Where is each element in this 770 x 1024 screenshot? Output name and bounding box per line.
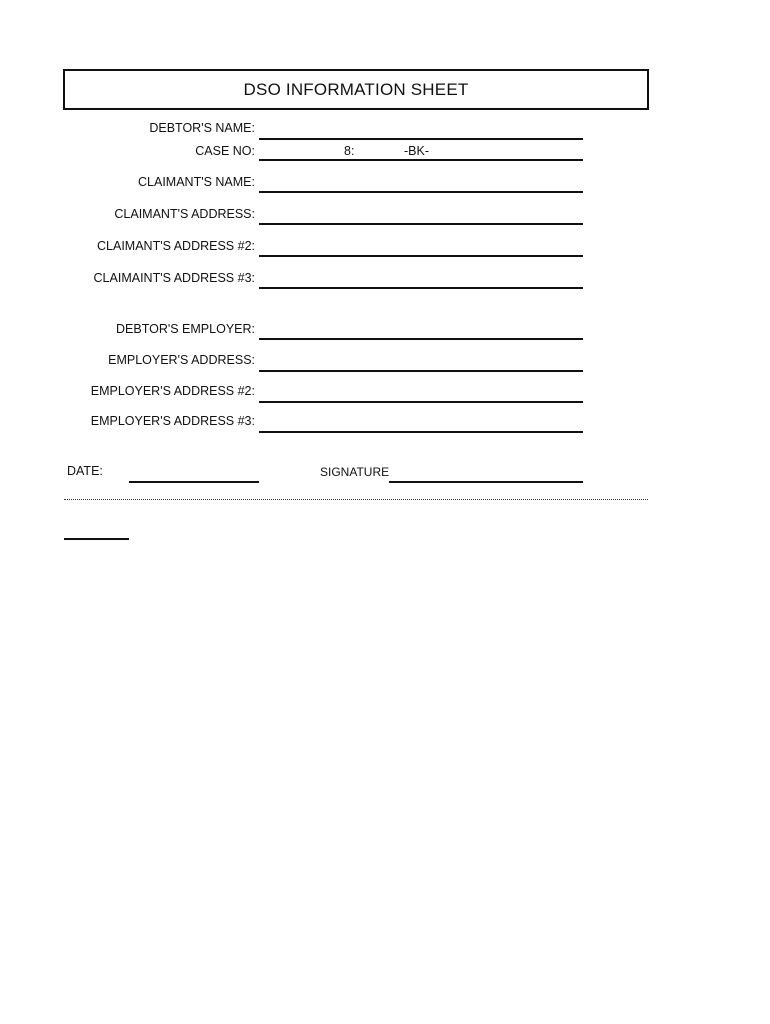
page-title-text: DSO INFORMATION SHEET bbox=[243, 79, 469, 99]
case-no-bk: -BK- bbox=[404, 144, 429, 158]
short-rule bbox=[64, 538, 129, 540]
employer-address-3-field[interactable] bbox=[259, 431, 583, 433]
debtor-name-label: DEBTOR'S NAME: bbox=[149, 121, 255, 135]
debtor-name-field[interactable] bbox=[259, 138, 583, 140]
claimant-address-2-field[interactable] bbox=[259, 255, 583, 257]
employer-address-3-label: EMPLOYER'S ADDRESS #3: bbox=[90, 414, 255, 428]
case-no-prefix: 8: bbox=[344, 144, 355, 158]
date-label: DATE: bbox=[67, 464, 103, 478]
debtor-employer-field[interactable] bbox=[259, 338, 583, 340]
claimant-address-2-label: CLAIMANT'S ADDRESS #2: bbox=[97, 239, 255, 253]
employer-address-2-field[interactable] bbox=[259, 401, 583, 403]
employer-address-field[interactable] bbox=[259, 370, 583, 372]
dotted-separator bbox=[64, 499, 648, 500]
case-no-field[interactable] bbox=[259, 159, 583, 161]
claimant-address-label: CLAIMANT'S ADDRESS: bbox=[114, 207, 255, 221]
page-title bbox=[63, 69, 649, 110]
claimant-address-field[interactable] bbox=[259, 223, 583, 225]
case-no-label: CASE NO: bbox=[195, 144, 255, 158]
claimant-name-label: CLAIMANT'S NAME: bbox=[138, 175, 255, 189]
debtor-employer-label: DEBTOR'S EMPLOYER: bbox=[116, 322, 255, 336]
claimant-address-3-label: CLAIMAINT'S ADDRESS #3: bbox=[93, 271, 255, 285]
claimant-address-3-field[interactable] bbox=[259, 287, 583, 289]
employer-address-2-label: EMPLOYER'S ADDRESS #2: bbox=[90, 384, 255, 398]
claimant-name-field[interactable] bbox=[259, 191, 583, 193]
signature-field[interactable] bbox=[389, 481, 583, 483]
signature-label: SIGNATURE bbox=[320, 465, 390, 479]
date-field[interactable] bbox=[129, 481, 259, 483]
employer-address-label: EMPLOYER'S ADDRESS: bbox=[108, 353, 255, 367]
